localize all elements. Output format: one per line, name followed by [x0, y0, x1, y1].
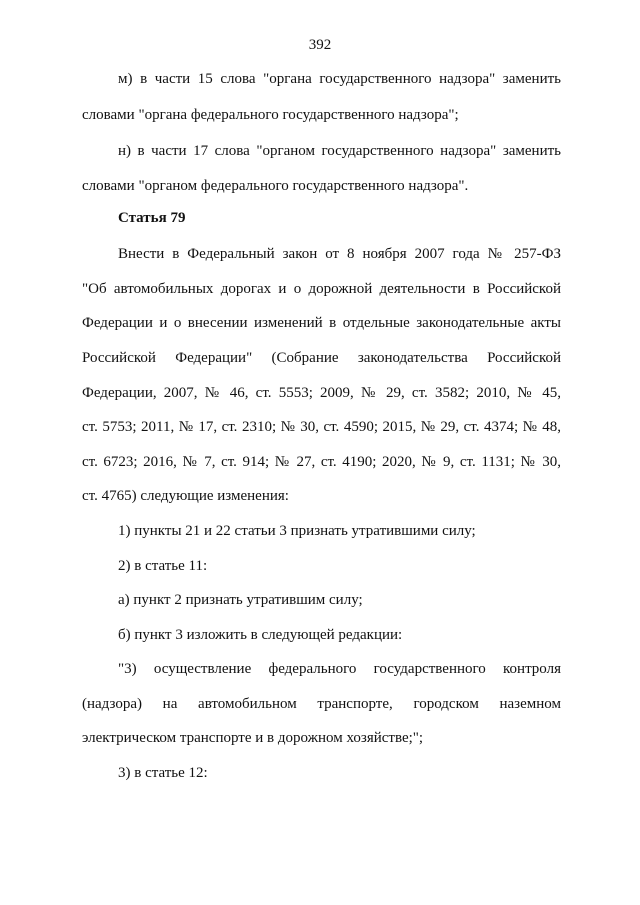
text-line: Федерации и о внесении изменений в отдельные законодательные акты: [82, 315, 561, 331]
text-line: 1) пункты 21 и 22 статьи 3 признать утратившими силу;: [118, 523, 476, 539]
text-line: "3) осуществление федерального государственного контроля: [118, 661, 561, 677]
text-line: а) пункт 2 признать утратившим силу;: [118, 592, 363, 608]
text-line: б) пункт 3 изложить в следующей редакции:: [118, 627, 403, 643]
text-line: Российской Федерации" (Собрание законодательства Российской: [82, 350, 561, 366]
text-line: 2) в статье 11:: [118, 558, 208, 574]
text-line: словами "органом федерального государственного надзора".: [82, 178, 469, 194]
text-line: н) в части 17 слова "органом государственного надзора" заменить: [118, 143, 561, 159]
text-line: Федерации, 2007, № 46, ст. 5553; 2009, № 29, ст. 3582; 2010, № 45,: [82, 385, 561, 401]
text-line: ст. 6723; 2016, № 7, ст. 914; № 27, ст. 4190; 2020, № 9, ст. 1131; № 30,: [82, 454, 561, 470]
text-line: электрическом транспорте и в дорожном хозяйстве;";: [82, 730, 424, 746]
text-line: ст. 5753; 2011, № 17, ст. 2310; № 30, ст. 4590; 2015, № 29, ст. 4374; № 48,: [82, 419, 561, 435]
text-line: м) в части 15 слова "органа государственного надзора" заменить: [118, 71, 561, 87]
text-line: 3) в статье 12:: [118, 765, 208, 781]
article-heading: Статья 79: [118, 210, 186, 226]
text-line: словами "органа федерального государственного надзора";: [82, 107, 459, 123]
text-line: ст. 4765) следующие изменения:: [82, 488, 289, 504]
text-line: (надзора) на автомобильном транспорте, городском наземном: [82, 696, 561, 712]
page-number: 392: [308, 37, 332, 53]
text-line: "Об автомобильных дорогах и о дорожной деятельности в Российской: [82, 281, 561, 297]
text-line: Внести в Федеральный закон от 8 ноября 2007 года № 257-ФЗ: [118, 246, 561, 262]
